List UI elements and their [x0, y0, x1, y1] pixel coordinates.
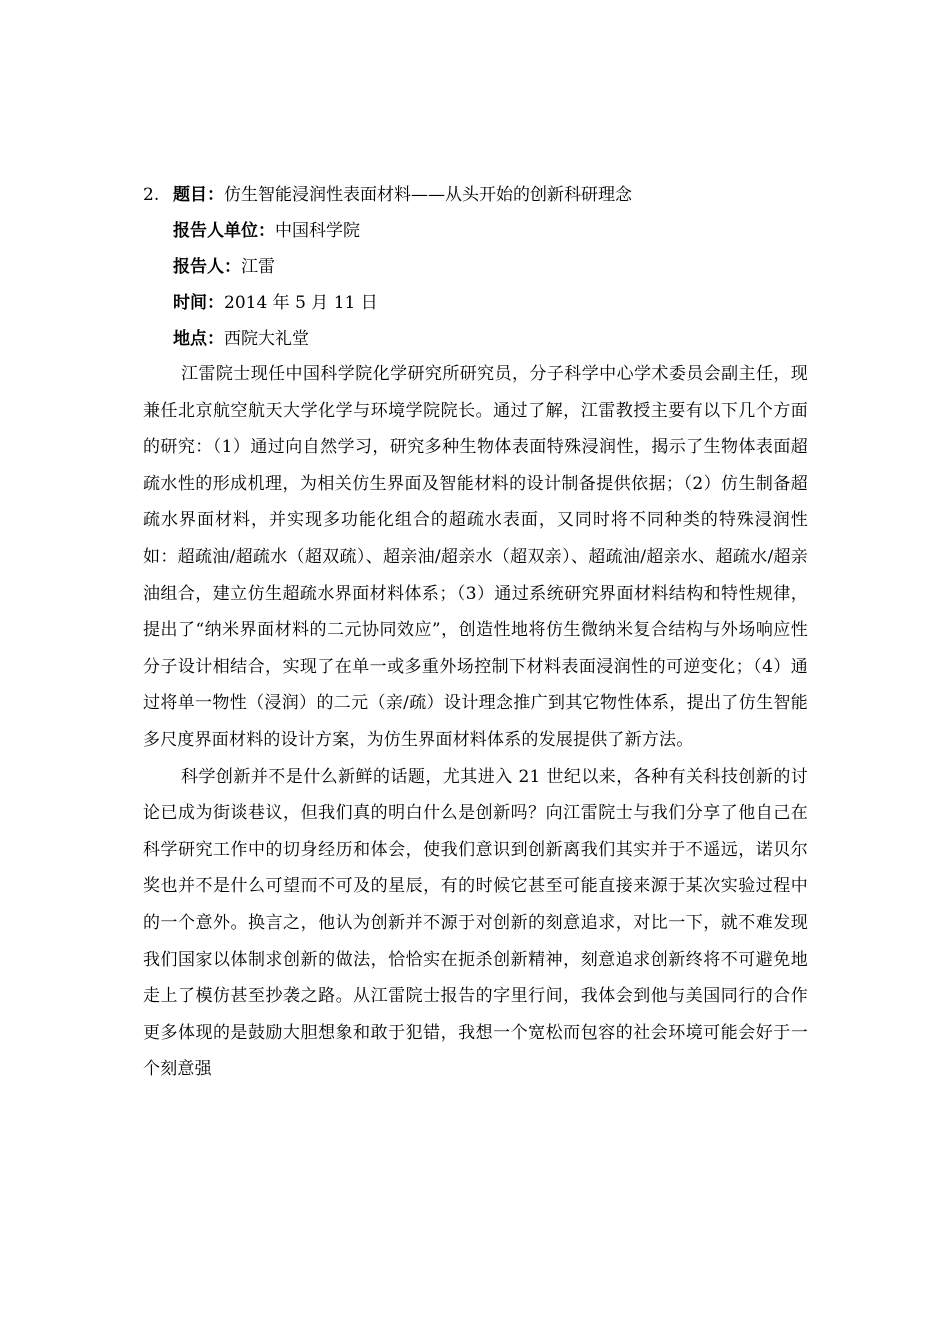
time-value: 2014 年 5 月 11 日 — [224, 293, 378, 313]
topic-label: 题目： — [173, 185, 224, 205]
time-line — [173, 291, 378, 315]
place-label: 地点： — [173, 329, 224, 349]
topic-value: 仿生智能浸润性表面材料——从头开始的创新科研理念 — [224, 185, 632, 205]
unit-value: 中国科学院 — [275, 221, 360, 241]
paragraph-innovation: 科学创新并不是什么新鲜的话题，尤其进入 21 世纪以来，各种有关科技创新的讨论已成为街谈巷议，但我们真的明白什么是创新吗？向江雷院士与我们分享了他自己在科学研究工作中的切身经历和体会，使我们意识到创新离我们其实并于不遥远，诺贝尔奖也并不是什么可望而不可及的星辰，有的时候它甚至可能直接来源于某次实验过程中的一个意外。换言之，他认为创新并不源于对创新的刻意追求，对比一下，就不难发现我们国家以体制求创新的做法，恰恰实在扼杀创新精神，刻意追求创新终将不可避免地走上了模仿甚至抄袭之路。从江雷院士报告的字里行间，我体会到他与美国同行的合作更多体现的是鼓励大胆想象和敢于犯错，我想一个宽松而包容的社会环境可能会好于一个刻意强 — [143, 766, 808, 1080]
body-text — [143, 356, 808, 1088]
paragraph-research: 江雷院士现任中国科学院化学研究所研究员，分子科学中心学术委员会副主任，现兼任北京航空航天大学化学与环境学院院长。通过了解，江雷教授主要有以下几个方面的研究：（1）通过向自然学习，研究多种生物体表面特殊浸润性，揭示了生物体表面超疏水性的形成机理，为相关仿生界面及智能材料的设计制备提供依据；（2）仿生制备超疏水界面材料，并实现多功能化组合的超疏水表面，又同时将不同种类的特殊浸润性如：超疏油/超疏水（超双疏）、超亲油/超亲水（超双亲）、超疏油/超亲水、超疏水/超亲油组合，建立仿生超疏水界面材料体系；（3）通过系统研究界面材料结构和特性规律，提出了“纳米界面材料的二元协同效应”，创造性地将仿生微纳米复合结构与外场响应性分子设计相结合，实现了在单一或多重外场控制下材料表面浸润性的可逆变化；（4）通过将单一物性（浸润）的二元（亲/疏）设计理念推广到其它物性体系，提出了仿生智能多尺度界面材料的设计方案，为仿生界面材料体系的发展提供了新方法。 — [143, 364, 808, 750]
topic-line — [143, 183, 632, 207]
unit-label: 报告人单位： — [173, 221, 275, 241]
speaker-line — [173, 255, 275, 279]
place-line — [173, 327, 309, 351]
unit-line — [173, 219, 360, 243]
place-value: 西院大礼堂 — [224, 329, 309, 349]
speaker-value: 江雷 — [241, 257, 275, 277]
speaker-label: 报告人： — [173, 257, 241, 277]
item-number: 2. — [143, 185, 160, 205]
time-label: 时间： — [173, 293, 224, 313]
